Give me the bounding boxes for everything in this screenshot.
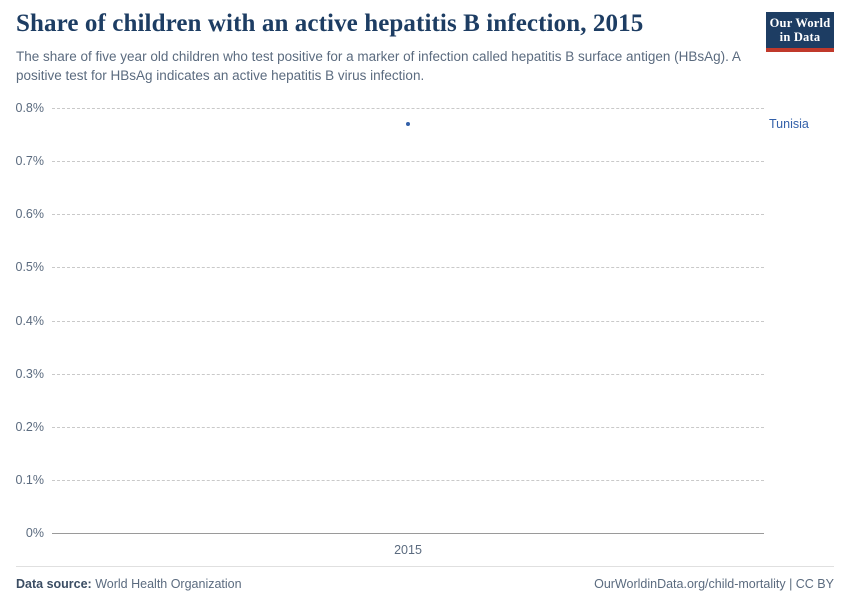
y-axis-tick-label: 0.7%: [15, 154, 44, 169]
plot-area: [0, 100, 850, 560]
gridline: [52, 161, 764, 162]
data-point[interactable]: [406, 122, 410, 126]
chart-canvas[interactable]: [15, 101, 809, 557]
y-axis-tick-label: 0.6%: [15, 207, 44, 222]
x-axis-tick-label: 2015: [394, 543, 422, 557]
series-label-tunisia[interactable]: Tunisia: [769, 116, 809, 131]
y-axis-tick-label: 0.5%: [15, 260, 44, 275]
y-axis-tick-label: 0.2%: [15, 419, 44, 434]
data-source-label: Data source:: [16, 577, 92, 591]
x-axis-line: [52, 533, 764, 534]
y-axis-tick-label: 0.4%: [15, 313, 44, 328]
owid-logo[interactable]: [766, 12, 834, 52]
data-source: [16, 577, 242, 591]
y-axis-tick-label: 0.3%: [15, 366, 44, 381]
gridline: [52, 374, 764, 375]
gridline: [52, 214, 764, 215]
y-axis-tick-label: 0.1%: [15, 472, 44, 487]
chart-footer: [16, 566, 834, 591]
gridline: [52, 321, 764, 322]
chart-header: [16, 10, 756, 85]
logo-line-1: Our World: [769, 16, 831, 30]
gridline: [52, 267, 764, 268]
logo-line-2: in Data: [779, 29, 821, 44]
page-title: Share of children with an active hepatitis B infection, 2015: [16, 10, 644, 37]
gridline: [52, 480, 764, 481]
gridline: [52, 108, 764, 109]
data-source-value: World Health Organization: [95, 577, 242, 591]
gridline: [52, 427, 764, 428]
chart-subtitle: The share of five year old children who test positive for a marker of infection called hepatitis B surface antigen (HBsAg). A positive test for HBsAg indicates an active hepatitis B virus infection.: [16, 48, 741, 83]
y-axis-tick-label: 0%: [25, 526, 44, 540]
credit-link[interactable]: OurWorldinData.org/child-mortality | CC BY: [594, 577, 834, 591]
y-axis-tick-label: 0.8%: [15, 101, 44, 115]
